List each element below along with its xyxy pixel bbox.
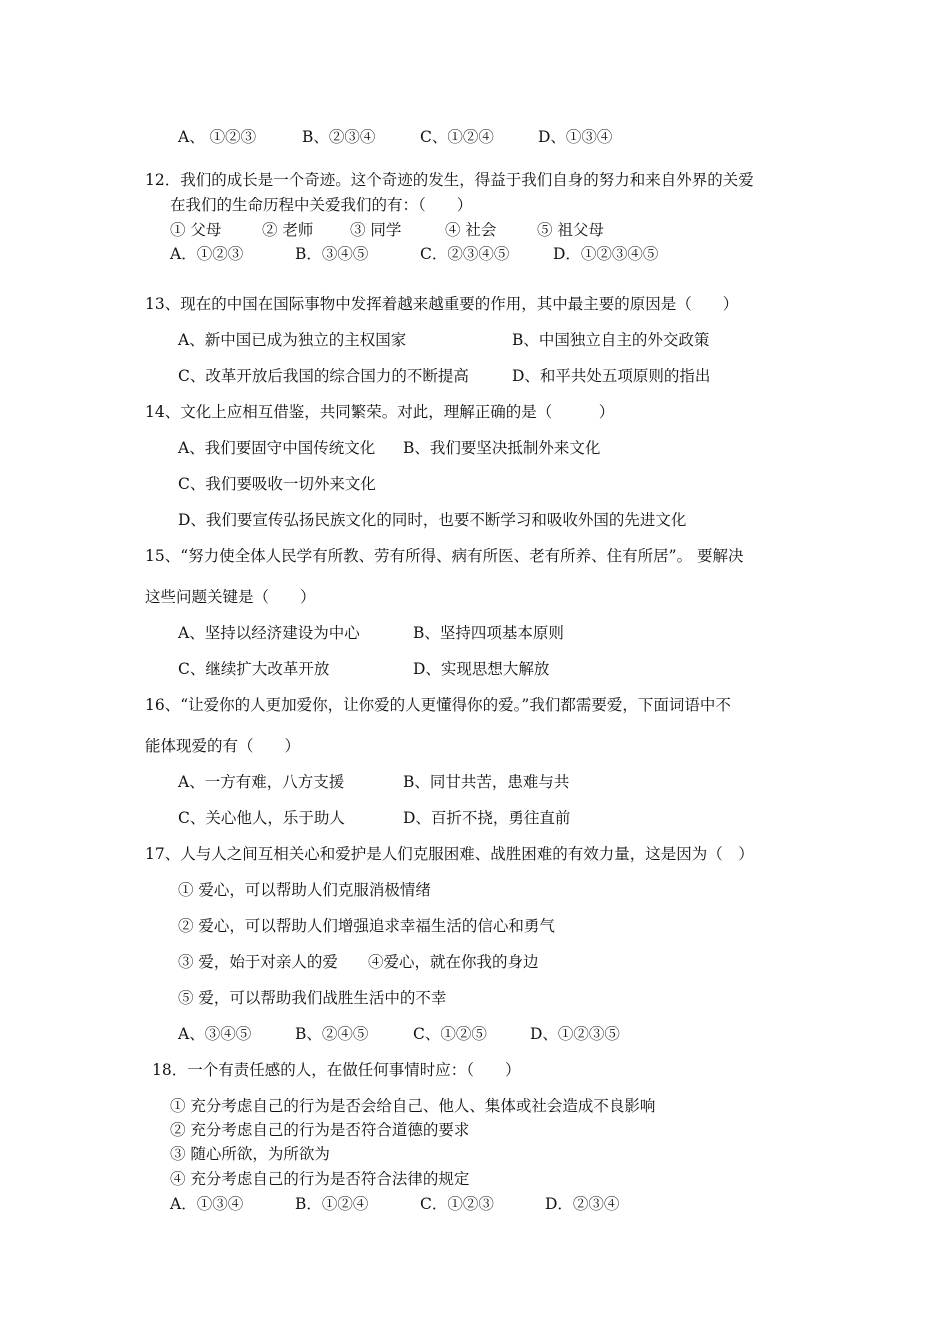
option-a: A、新中国已成为独立的主权国家 bbox=[178, 331, 407, 349]
option-b: B、坚持四项基本原则 bbox=[413, 624, 564, 642]
question-stem: 18．一个有责任感的人，在做任何事情时应：（ ） bbox=[152, 1061, 521, 1079]
option-b: B、②③④ bbox=[302, 128, 376, 146]
item-4: ④ 充分考虑自己的行为是否符合法律的规定 bbox=[170, 1170, 470, 1188]
item-3: ③ 爱，始于对亲人的爱 bbox=[178, 953, 338, 971]
option-a: A．①②③ bbox=[170, 245, 244, 263]
option-b: B、我们要坚决抵制外来文化 bbox=[403, 439, 601, 457]
question-stem-continued: 能体现爱的有（ ） bbox=[145, 737, 301, 755]
question-stem-continued: 在我们的生命历程中关爱我们的有：（ ） bbox=[170, 196, 473, 214]
option-c: C、①②⑤ bbox=[413, 1025, 487, 1043]
option-b: B、②④⑤ bbox=[295, 1025, 369, 1043]
option-a: A、 ①②③ bbox=[178, 128, 257, 146]
option-b: B．①②④ bbox=[295, 1195, 369, 1213]
item-2: ② 充分考虑自己的行为是否符合道德的要求 bbox=[170, 1121, 470, 1139]
question-stem-continued: 这些问题关键是（ ） bbox=[145, 588, 316, 606]
question-stem: 15、“努力使全体人民学有所教、劳有所得、病有所医、老有所养、住有所居”。 要解决 bbox=[145, 547, 744, 565]
option-b: B、同甘共苦，患难与共 bbox=[403, 773, 570, 791]
option-a: A、我们要固守中国传统文化 bbox=[178, 439, 376, 457]
question-stem: 17、人与人之间互相关心和爱护是人们克服困难、战胜困难的有效力量，这是因为（ ） bbox=[145, 845, 754, 863]
item-2: ② 爱心，可以帮助人们增强追求幸福生活的信心和勇气 bbox=[178, 917, 555, 935]
question-stem: 14、文化上应相互借鉴，共同繁荣。对此，理解正确的是（ ） bbox=[145, 403, 615, 421]
item-1: ① 爱心，可以帮助人们克服消极情绪 bbox=[178, 881, 431, 899]
option-d: D、百折不挠，勇往直前 bbox=[403, 809, 571, 827]
option-c: C、①②④ bbox=[420, 128, 494, 146]
option-a: A、坚持以经济建设为中心 bbox=[178, 624, 360, 642]
option-d: D、和平共处五项原则的指出 bbox=[512, 367, 711, 385]
item-4: ④爱心，就在你我的身边 bbox=[368, 953, 539, 971]
option-d: D．①②③④⑤ bbox=[553, 245, 659, 263]
option-b: B．③④⑤ bbox=[295, 245, 369, 263]
item-1: ① 父母 bbox=[170, 221, 222, 239]
option-c: C、继续扩大改革开放 bbox=[178, 660, 330, 678]
item-5: ⑤ 爱，可以帮助我们战胜生活中的不幸 bbox=[178, 989, 447, 1007]
item-1: ① 充分考虑自己的行为是否会给自己、他人、集体或社会造成不良影响 bbox=[170, 1097, 656, 1115]
option-d: D．②③④ bbox=[545, 1195, 620, 1213]
option-d: D、实现思想大解放 bbox=[413, 660, 550, 678]
item-3: ③ 随心所欲，为所欲为 bbox=[170, 1145, 330, 1163]
option-a: A、③④⑤ bbox=[178, 1025, 252, 1043]
item-4: ④ 社会 bbox=[445, 221, 497, 239]
option-c: C．②③④⑤ bbox=[420, 245, 510, 263]
option-d: D、①②③⑤ bbox=[530, 1025, 620, 1043]
option-a: A、一方有难，八方支援 bbox=[178, 773, 345, 791]
option-c: C．①②③ bbox=[420, 1195, 494, 1213]
item-5: ⑤ 祖父母 bbox=[537, 221, 604, 239]
option-d: D、①③④ bbox=[538, 128, 613, 146]
item-3: ③ 同学 bbox=[350, 221, 402, 239]
option-b: B、中国独立自主的外交政策 bbox=[512, 331, 710, 349]
question-stem: 16、“让爱你的人更加爱你，让你爱的人更懂得你的爱。”我们都需要爱，下面词语中不 bbox=[145, 696, 731, 714]
option-a: A．①③④ bbox=[170, 1195, 244, 1213]
option-c: C、改革开放后我国的综合国力的不断提高 bbox=[178, 367, 469, 385]
question-stem: 13、现在的中国在国际事物中发挥着越来越重要的作用，其中最主要的原因是（ ） bbox=[145, 295, 739, 313]
question-stem: 12．我们的成长是一个奇迹。这个奇迹的发生，得益于我们自身的努力和来自外界的关爱 bbox=[145, 171, 754, 189]
option-d: D、我们要宣传弘扬民族文化的同时，也要不断学习和吸收外国的先进文化 bbox=[178, 511, 687, 529]
option-c: C、关心他人，乐于助人 bbox=[178, 809, 345, 827]
item-2: ② 老师 bbox=[262, 221, 314, 239]
option-c: C、我们要吸收一切外来文化 bbox=[178, 475, 376, 493]
